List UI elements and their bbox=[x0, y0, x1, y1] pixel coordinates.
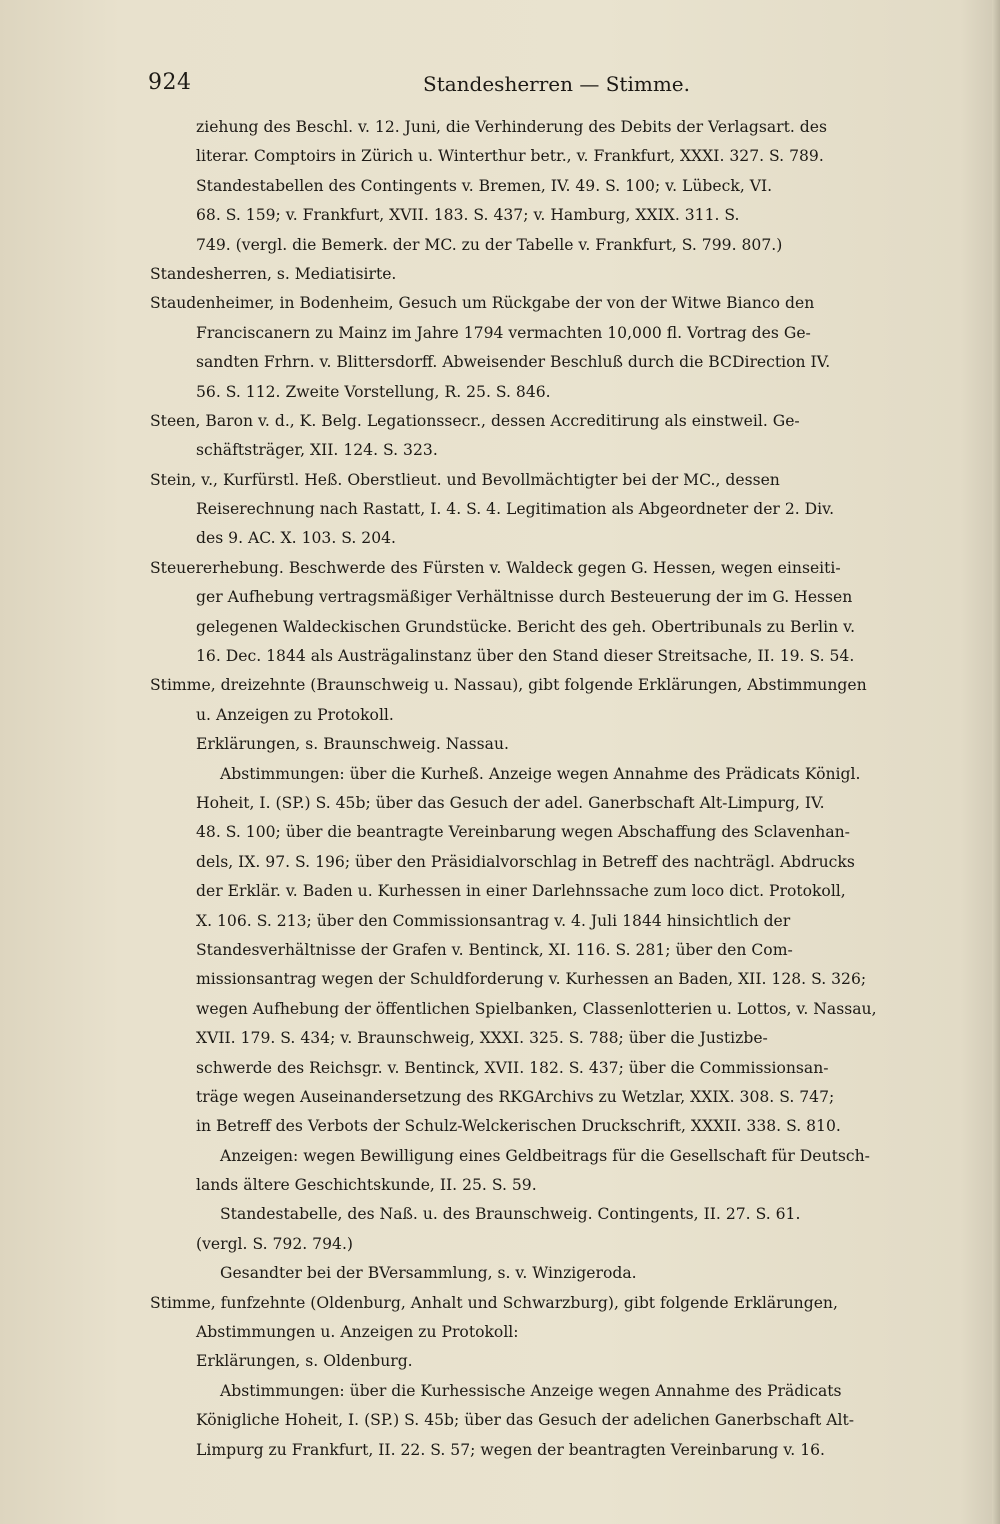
text-line: Hoheit, I. (SP.) S. 45b; über das Gesuch der adel. Ganerbschaft Alt-Limpurg, IV. bbox=[196, 793, 825, 812]
text-line: 56. S. 112. Zweite Vorstellung, R. 25. S. 846. bbox=[196, 382, 551, 401]
text-line: (vergl. S. 792. 794.) bbox=[196, 1234, 353, 1253]
text-line: Standesherren, s. Mediatisirte. bbox=[150, 264, 397, 283]
text-line: Gesandter bei der BVersammlung, s. v. Winzigeroda. bbox=[220, 1264, 637, 1283]
text-line: 48. S. 100; über die beantragte Vereinbarung wegen Abschaffung des Sclavenhan- bbox=[196, 823, 850, 842]
text-line: Standesverhältnisse der Grafen v. Bentinck, XI. 116. S. 281; über den Com- bbox=[196, 940, 793, 959]
text-line: dels, IX. 97. S. 196; über den Präsidialvorschlag in Betreff des nachträgl. Abdrucks bbox=[196, 852, 855, 871]
text-line: in Betreff des Verbots der Schulz-Welckerischen Druckschrift, XXXII. 338. S. 810. bbox=[196, 1117, 841, 1136]
text-line: gelegenen Waldeckischen Grundstücke. Bericht des geh. Obertribunals zu Berlin v. bbox=[196, 617, 856, 636]
text-line: Erklärungen, s. Braunschweig. Nassau. bbox=[196, 735, 509, 754]
text-line: ger Aufhebung vertragsmäßiger Verhältnisse durch Besteuerung der im G. Hessen bbox=[196, 588, 853, 607]
page-header bbox=[148, 70, 938, 110]
text-line: Erklärungen, s. Oldenburg. bbox=[196, 1352, 413, 1371]
page-number: 924 bbox=[148, 70, 192, 95]
text-line: 749. (vergl. die Bemerk. der MC. zu der Tabelle v. Frankfurt, S. 799. 807.) bbox=[196, 235, 783, 254]
text-line: 16. Dec. 1844 als Austrägalinstanz über den Stand dieser Streitsache, II. 19. S. 54. bbox=[196, 647, 855, 666]
text-line: X. 106. S. 213; über den Commissionsantrag v. 4. Juli 1844 hinsichtlich der bbox=[196, 911, 791, 930]
text-line: Stein, v., Kurfürstl. Heß. Oberstlieut. und Bevollmächtigter bei der MC., dessen bbox=[150, 470, 780, 489]
text-line: Franciscanern zu Mainz im Jahre 1794 vermachten 10,000 fl. Vortrag des Ge- bbox=[196, 323, 811, 342]
text-line: Steuererhebung. Beschwerde des Fürsten v. Waldeck gegen G. Hessen, wegen einseiti- bbox=[150, 558, 841, 577]
text-line: Anzeigen: wegen Bewilligung eines Geldbeitrags für die Gesellschaft für Deutsch- bbox=[220, 1146, 870, 1165]
text-line: Abstimmungen u. Anzeigen zu Protokoll: bbox=[196, 1323, 519, 1342]
text-line: Steen, Baron v. d., K. Belg. Legationssecr., dessen Accreditirung als einstweil. Ge- bbox=[150, 411, 800, 430]
text-line: u. Anzeigen zu Protokoll. bbox=[196, 705, 394, 724]
text-line: schäftsträger, XII. 124. S. 323. bbox=[196, 441, 438, 460]
text-line: Stimme, dreizehnte (Braunschweig u. Nassau), gibt folgende Erklärungen, Abstimmungen bbox=[150, 676, 867, 695]
text-line: schwerde des Reichsgr. v. Bentinck, XVII. 182. S. 437; über die Commissionsan- bbox=[196, 1058, 829, 1077]
text-line: Königliche Hoheit, I. (SP.) S. 45b; über das Gesuch der adelichen Ganerbschaft Alt- bbox=[196, 1411, 855, 1430]
text-line: des 9. AC. X. 103. S. 204. bbox=[196, 529, 397, 548]
text-line: literar. Comptoirs in Zürich u. Winterthur betr., v. Frankfurt, XXXI. 327. S. 789. bbox=[196, 147, 824, 166]
text-line: 68. S. 159; v. Frankfurt, XVII. 183. S. 437; v. Hamburg, XXIX. 311. S. bbox=[196, 206, 740, 225]
text-line: der Erklär. v. Baden u. Kurhessen in einer Darlehnssache zum loco dict. Protokoll, bbox=[196, 882, 846, 901]
running-head: Standesherren — Stimme. bbox=[423, 72, 690, 96]
text-line: träge wegen Auseinandersetzung des RKGArchivs zu Wetzlar, XXIX. 308. S. 747; bbox=[196, 1087, 835, 1106]
text-line: Stimme, funfzehnte (Oldenburg, Anhalt und Schwarzburg), gibt folgende Erklärungen, bbox=[150, 1293, 838, 1312]
index-entries bbox=[150, 113, 940, 1465]
text-line: Staudenheimer, in Bodenheim, Gesuch um Rückgabe der von der Witwe Bianco den bbox=[150, 294, 815, 313]
text-line: sandten Frhrn. v. Blittersdorff. Abweisender Beschluß durch die BCDirection IV. bbox=[196, 353, 831, 372]
text-line: Standestabellen des Contingents v. Bremen, IV. 49. S. 100; v. Lübeck, VI. bbox=[196, 176, 773, 195]
page-edge bbox=[992, 0, 1000, 1524]
text-line: Standestabelle, des Naß. u. des Braunschweig. Contingents, II. 27. S. 61. bbox=[220, 1205, 801, 1224]
text-line: wegen Aufhebung der öffentlichen Spielbanken, Classenlotterien u. Lottos, v. Nassau, bbox=[196, 999, 877, 1018]
text-line: Abstimmungen: über die Kurheß. Anzeige wegen Annahme des Prädicats Königl. bbox=[220, 764, 861, 783]
text-line: Limpurg zu Frankfurt, II. 22. S. 57; wegen der beantragten Vereinbarung v. 16. bbox=[196, 1440, 826, 1459]
text-line: Abstimmungen: über die Kurhessische Anzeige wegen Annahme des Prädicats bbox=[220, 1381, 842, 1400]
text-line: lands ältere Geschichtskunde, II. 25. S. 59. bbox=[196, 1176, 537, 1195]
text-line: XVII. 179. S. 434; v. Braunschweig, XXXI. 325. S. 788; über die Justizbe- bbox=[196, 1029, 768, 1048]
text-line: ziehung des Beschl. v. 12. Juni, die Verhinderung des Debits der Verlagsart. des bbox=[196, 118, 827, 136]
text-line: missionsantrag wegen der Schuldforderung v. Kurhessen an Baden, XII. 128. S. 326; bbox=[196, 970, 867, 989]
text-line: Reiserechnung nach Rastatt, I. 4. S. 4. Legitimation als Abgeordneter der 2. Div. bbox=[196, 500, 835, 519]
